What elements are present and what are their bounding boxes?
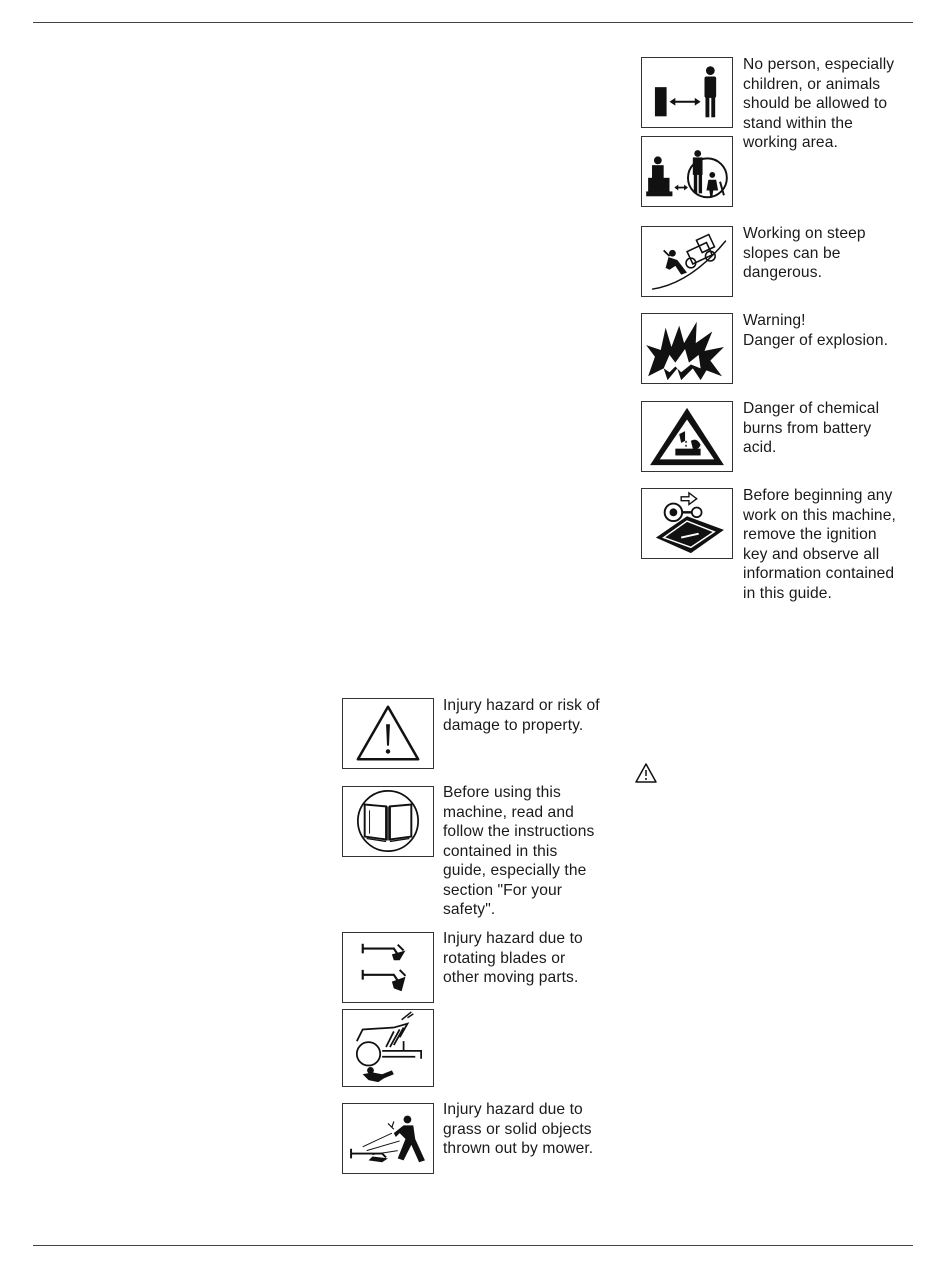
explosion-text: Warning! Danger of explosion. <box>743 312 889 349</box>
bystander-distance-icon <box>641 136 733 207</box>
battery-acid-text: Danger of chemical burns from battery acid. <box>743 400 880 456</box>
battery-acid-icon <box>641 401 733 472</box>
run-over-hazard-icon <box>342 1009 434 1087</box>
read-manual-text: Before using this machine, read and follow the instructions contained in this guide, especially the section "For your safety". <box>443 784 595 918</box>
rotating-blade-icon <box>342 932 434 1003</box>
rotating-blades-text: Injury hazard due to rotating blades or other moving parts. <box>443 930 583 986</box>
explosion-icon <box>641 313 733 384</box>
steep-slopes-text: Working on steep slopes can be dangerous. <box>743 225 866 281</box>
ignition-key-icon <box>641 488 733 559</box>
thrown-objects-text: Injury hazard due to grass or solid objects thrown out by mower. <box>443 1101 594 1157</box>
warning-triangle-icon <box>342 698 434 769</box>
tipping-tractor-icon <box>641 226 733 297</box>
inline-warning-icon <box>634 762 658 784</box>
manual-book-icon <box>342 786 434 857</box>
person-distance-icon <box>641 57 733 128</box>
top-rule <box>33 22 913 23</box>
general-hazard-text: Injury hazard or risk of damage to property. <box>443 697 600 734</box>
thrown-objects-icon <box>342 1103 434 1174</box>
keep-away-text: No person, especially children, or animals should be allowed to stand within the working area. <box>743 56 895 151</box>
bottom-rule <box>33 1245 913 1246</box>
ignition-key-text: Before beginning any work on this machine, remove the ignition key and observe all information contained in this guide. <box>743 487 896 602</box>
